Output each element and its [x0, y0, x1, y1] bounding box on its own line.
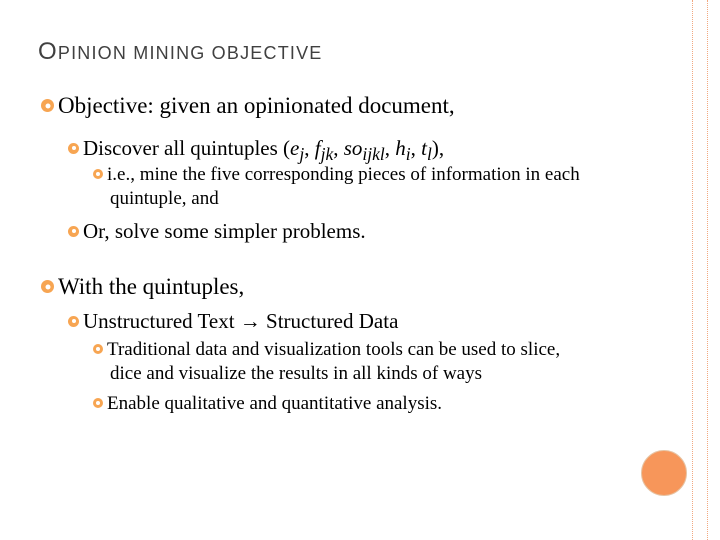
- objective-label: Objective:: [58, 93, 154, 118]
- bullet-ie-line1: [93, 164, 580, 186]
- ie-text-line1: i.e., mine the five corresponding pieces of information in each: [107, 164, 580, 185]
- with-text: With the quintuples,: [58, 274, 245, 299]
- bullet-unstructured: [68, 309, 398, 334]
- unstructured-right: Structured Data: [266, 309, 399, 333]
- discover-suffix: ),: [431, 136, 445, 160]
- bullet-traditional-line1: [93, 339, 560, 361]
- quint-so: so: [343, 136, 363, 160]
- quint-h-sub: i: [405, 144, 411, 165]
- bullet-or: [68, 219, 366, 244]
- circle-bullet-icon: [41, 99, 54, 112]
- discover-prefix: Discover all quintuples (: [83, 136, 291, 160]
- circle-bullet-icon: [93, 344, 103, 354]
- circle-bullet-icon: [93, 169, 103, 179]
- circle-bullet-icon: [41, 280, 54, 293]
- objective-text: given an opinionated document,: [153, 93, 455, 118]
- bullet-discover: Discover all quintuples ($e_j$, $f_{jk}$, $so_{ijkl}$, $h_i$, $t_l$),: [68, 136, 444, 165]
- title-first-letter: O: [38, 38, 58, 65]
- decorative-rule-right: [707, 0, 708, 540]
- title-rest: PINION MINING OBJECTIVE: [57, 43, 323, 63]
- quint-so-sub: ijkl: [362, 144, 385, 165]
- decorative-rule-left: [692, 0, 693, 540]
- right-arrow-icon: →: [239, 309, 261, 333]
- traditional-text-line2: dice and visualize the results in all kinds of ways: [110, 363, 482, 384]
- circle-bullet-icon: [68, 143, 79, 154]
- quint-f: f: [314, 136, 321, 160]
- or-text: Or, solve some simpler problems.: [83, 219, 366, 243]
- slide-title: [38, 38, 323, 66]
- circle-bullet-icon: [68, 316, 79, 327]
- bullet-ie-line2: [110, 188, 219, 210]
- unstructured-left: Unstructured Text: [83, 309, 235, 333]
- quint-e: e: [290, 136, 300, 160]
- quint-h: h: [395, 136, 406, 160]
- bullet-traditional-line2: [110, 363, 482, 385]
- bullet-enable: [93, 393, 442, 415]
- quint-t: t: [421, 136, 427, 160]
- enable-text: Enable qualitative and quantitative analysis.: [107, 393, 443, 414]
- orange-circle-icon: [641, 450, 687, 496]
- quint-f-sub: jk: [320, 144, 334, 165]
- ie-text-line2: quintuple, and: [110, 188, 219, 209]
- quint-e-sub: j: [299, 144, 305, 165]
- circle-bullet-icon: [93, 398, 103, 408]
- traditional-text-line1: Traditional data and visualization tools can be used to slice,: [107, 339, 561, 360]
- bullet-with: [41, 274, 244, 300]
- quint-t-sub: l: [427, 144, 432, 165]
- circle-bullet-icon: [68, 226, 79, 237]
- bullet-objective: [41, 93, 455, 119]
